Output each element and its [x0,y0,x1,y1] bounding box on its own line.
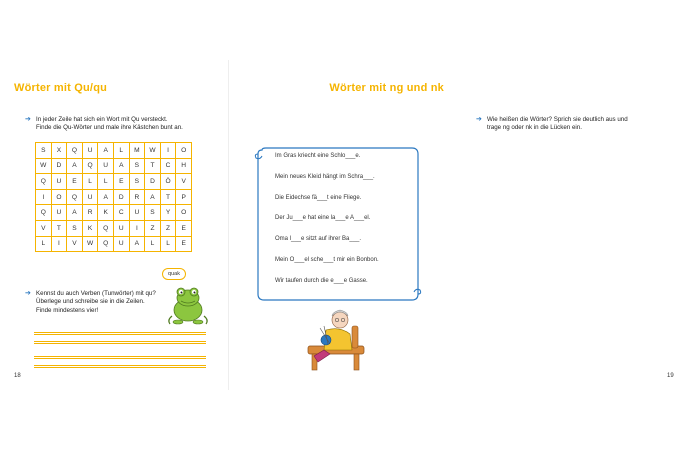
grid-cell[interactable]: A [67,205,83,221]
writing-line[interactable] [34,356,206,359]
grid-cell[interactable]: C [160,158,176,174]
grid-cell[interactable]: L [36,236,52,252]
gap-sentence[interactable]: Wir taufen durch die e___e Gasse. [275,277,368,284]
grid-cell[interactable]: L [113,143,129,159]
grid-cell[interactable]: S [129,158,145,174]
grid-cell[interactable]: A [98,143,114,159]
task-line: Wie heißen die Wörter? Sprich sie deutlich aus und [487,116,628,123]
grid-cell[interactable]: E [67,174,83,190]
grid-cell[interactable]: W [36,158,52,174]
grid-cell[interactable]: Q [67,189,83,205]
grid-cell[interactable]: A [113,158,129,174]
arrow-right-icon: ➔ [476,116,482,123]
grid-cell[interactable]: V [67,236,83,252]
grid-cell[interactable]: U [129,205,145,221]
grid-cell[interactable]: S [129,174,145,190]
grid-cell[interactable]: T [51,220,67,236]
left-page [0,0,229,458]
grid-cell[interactable]: A [98,189,114,205]
writing-line[interactable] [34,365,206,368]
grid-cell[interactable]: S [36,143,52,159]
grid-cell[interactable]: R [82,205,98,221]
grid-cell[interactable]: Z [160,220,176,236]
gap-sentence[interactable]: Der Ju___e hat eine la___e A___el. [275,215,371,222]
grid-cell[interactable]: K [98,205,114,221]
grid-cell[interactable]: Q [36,205,52,221]
grid-cell[interactable]: U [51,174,67,190]
grid-cell[interactable]: W [82,236,98,252]
grid-cell[interactable]: A [145,189,161,205]
gap-sentence[interactable]: Mein O___el sche___t mir ein Bonbon. [275,256,379,263]
grid-cell[interactable]: Y [160,205,176,221]
grid-cell[interactable]: Ö [160,174,176,190]
grid-cell[interactable]: S [145,205,161,221]
sentence-list [275,152,415,298]
grid-cell[interactable]: O [51,189,67,205]
grid-cell[interactable]: U [113,220,129,236]
grid-cell[interactable]: W [145,143,161,159]
grid-cell[interactable]: R [129,189,145,205]
writing-line[interactable] [34,341,206,344]
grid-cell[interactable]: H [176,158,192,174]
grid-cell[interactable]: Q [98,220,114,236]
grid-cell[interactable]: V [36,220,52,236]
task-line: In jeder Zeile hat sich ein Wort mit Qu versteckt. [36,116,168,123]
grid-row [36,236,192,252]
grid-cell[interactable]: C [113,205,129,221]
grid-cell[interactable]: S [67,220,83,236]
task-fill-ng-nk [476,116,677,133]
grid-cell[interactable]: L [145,236,161,252]
gap-sentence[interactable]: Oma l___e sitzt auf ihrer Ba___. [275,236,362,243]
grid-cell[interactable]: P [176,189,192,205]
grid-cell[interactable]: L [82,174,98,190]
grid-cell[interactable]: Q [36,174,52,190]
grid-row [36,189,192,205]
grid-cell[interactable]: Q [98,236,114,252]
frog-icon [164,282,210,326]
grid-row [36,158,192,174]
grid-cell[interactable]: E [176,236,192,252]
grid-row [36,205,192,221]
letter-grid[interactable] [35,142,192,252]
grid-cell[interactable]: O [176,205,192,221]
grandma-knitting-icon [300,306,372,372]
grid-cell[interactable]: I [129,220,145,236]
grid-cell[interactable]: Q [67,143,83,159]
grid-cell[interactable]: Q [82,158,98,174]
grid-cell[interactable]: K [82,220,98,236]
writing-line[interactable] [34,332,206,335]
grid-cell[interactable]: U [113,236,129,252]
arrow-right-icon: ➔ [25,116,31,123]
task-find-qu-words [25,116,226,133]
grid-cell[interactable]: V [176,174,192,190]
grid-cell[interactable]: M [129,143,145,159]
frog-speech-bubble: quak [162,268,186,280]
grid-row [36,143,192,159]
grid-cell[interactable]: X [51,143,67,159]
arrow-right-icon: ➔ [25,290,31,297]
task-line: Finde mindestens vier! [36,306,99,314]
grid-row [36,174,192,190]
task-line: trage ng oder nk in die Lücken ein. [487,124,582,132]
grid-cell[interactable]: U [98,158,114,174]
grid-cell[interactable]: U [82,189,98,205]
grid-cell[interactable]: T [145,158,161,174]
grid-row [36,220,192,236]
grid-cell[interactable]: L [160,236,176,252]
task-line: Überlege und schreibe sie in die Zeilen. [36,298,145,306]
task-line: Finde die Qu-Wörter und male ihre Kästchen bunt an. [36,124,183,132]
grid-cell[interactable]: Z [145,220,161,236]
gap-sentence[interactable]: Mein neues Kleid hängt im Schra___. [275,173,375,180]
grid-cell[interactable]: O [176,143,192,159]
grid-cell[interactable]: I [51,236,67,252]
grid-cell[interactable]: T [160,189,176,205]
grid-cell[interactable]: U [51,205,67,221]
grid-cell[interactable]: D [51,158,67,174]
gap-sentence[interactable]: Im Gras kriecht eine Schlo___e. [275,153,361,159]
gap-sentence[interactable]: Die Eidechse fä___t eine Fliege. [275,194,362,201]
left-page-title: Wörter mit Qu/qu [14,82,108,94]
grid-cell[interactable]: D [113,189,129,205]
grid-cell[interactable]: U [82,143,98,159]
grid-cell[interactable]: I [160,143,176,159]
right-page-title: Wörter mit ng und nk [329,82,444,94]
page-number-right: 19 [667,373,674,379]
grid-cell[interactable]: L [98,174,114,190]
grid-cell[interactable]: I [36,189,52,205]
writing-lines[interactable] [34,332,206,374]
grid-cell[interactable]: E [176,220,192,236]
task-line: Kennst du auch Verben (Tunwörter) mit qu? [36,290,156,297]
grid-cell[interactable]: E [113,174,129,190]
grid-cell[interactable]: D [145,174,161,190]
grid-cell[interactable]: A [67,158,83,174]
grid-cell[interactable]: A [129,236,145,252]
page-number-left: 18 [14,373,21,379]
